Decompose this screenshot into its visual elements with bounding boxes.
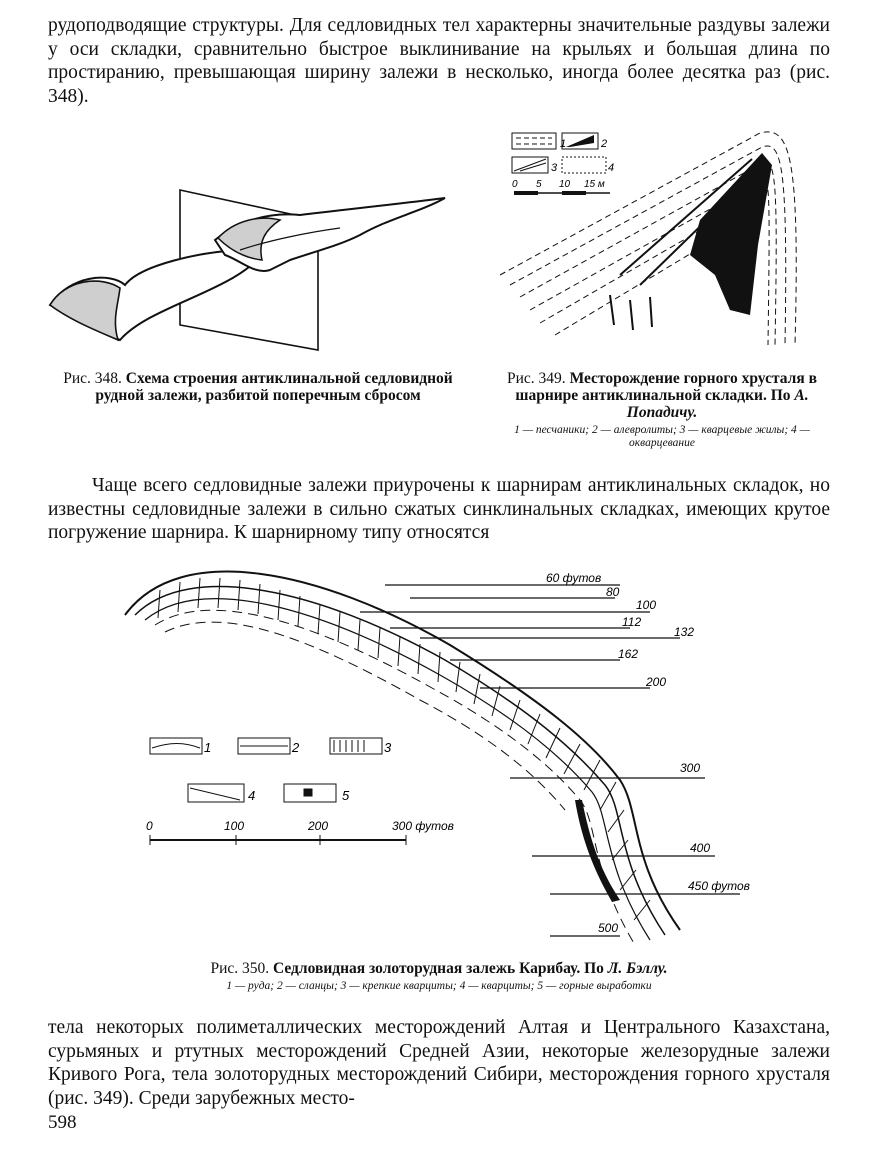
fig350-scale-100: 100 [224, 819, 245, 833]
figure-348 [40, 180, 480, 350]
paragraph-bottom: тела некоторых полиметаллических месторождений Алтая и Центрального Казахстана, сурьмяных и ртутных месторождений Средней Азии, некоторые железорудные залежи Кривого Рога, тела золоторудных месторождений Сибири, месторождения горного хрусталя (рис. 349). Среди зарубежных место- [48, 1017, 830, 1109]
fig349-legend-2: 2 [601, 138, 608, 150]
fig350-author: Л. Бэллу. [607, 960, 668, 977]
fig350-legend-1: 1 [204, 740, 212, 755]
fig350-scale-200: 200 [308, 819, 329, 833]
paragraph-top: рудоподводящие структуры. Для седловидных тел характерны значительные раздувы залежи у оси складки, сравнительно быстрое выклинивание на крыльях и большая длина по простиранию, превышающая ширину залежи в несколько, иногда более десятка раз (рис. 348). [48, 15, 830, 107]
page-number: 598 [48, 1112, 77, 1133]
depth-label-500: 500 [598, 921, 619, 935]
depth-label-60: 60 футов [546, 571, 602, 585]
figure-349 [500, 125, 830, 345]
depth-label-400: 400 [690, 841, 711, 855]
depth-label-162: 162 [618, 647, 639, 661]
fig350-legend-5: 5 [342, 788, 350, 803]
paragraph-middle: Чаще всего седловидные залежи приурочены к шарнирам антиклинальных складок, но известны седловидные залежи в сильно сжатых синклинальных складках, имеющих крутое погружение шарнира. К шарнирному типу относятся [48, 475, 830, 543]
fig348-caption-text: Схема строения антиклинальной седловидной рудной залежи, разбитой поперечным сбросом [95, 370, 453, 404]
fig350-depth-labels [546, 571, 750, 935]
depth-label-300: 300 [680, 761, 701, 775]
fig349-scale-10: 10 [559, 179, 571, 190]
fig349-legend-text: 1 — песчаники; 2 — алевролиты; 3 — кварцевые жилы; 4 — окварцевание [514, 424, 810, 449]
fig349-legend-3: 3 [551, 162, 558, 174]
fig350-legend-2: 2 [292, 740, 300, 755]
fig350-caption [48, 960, 830, 977]
fig350-legend-text: 1 — руда; 2 — сланцы; 3 — крепкие кварциты; 4 — кварциты; 5 — горные выработки [226, 980, 652, 992]
depth-label-80: 80 [606, 585, 620, 599]
depth-label-200: 200 [646, 675, 667, 689]
fig348-caption [44, 370, 472, 404]
depth-label-450: 450 футов [688, 879, 750, 893]
depth-label-132: 132 [674, 625, 695, 639]
depth-label-100: 100 [636, 598, 657, 612]
fig349-scale-15: 15 м [584, 179, 605, 190]
fig350-legend-3: 3 [384, 740, 392, 755]
fig349-caption-text: Месторождение горного хрусталя в шарнире антиклинальной складки. По [515, 370, 817, 404]
fig349-legend-1: 1 [560, 138, 567, 150]
fig349-scale-5: 5 [536, 179, 542, 190]
fig350-number: Рис. 350. [210, 960, 270, 977]
fig350-legend-4: 4 [248, 788, 256, 803]
fig349-legend [512, 133, 606, 173]
fig349-number: Рис. 349. [507, 370, 566, 387]
fig349-legend-4: 4 [608, 162, 615, 174]
fig349-scale-0: 0 [512, 179, 518, 190]
fig350-scale [150, 835, 406, 845]
fig350-scale-0: 0 [146, 819, 153, 833]
fig349-caption [494, 370, 830, 421]
depth-label-112: 112 [622, 615, 642, 629]
fig348-number: Рис. 348. [63, 370, 122, 387]
fig349-author: А. Попадичу. [626, 387, 809, 421]
fig350-caption-text: Седловидная золоторудная залежь Карибау. По [273, 960, 604, 977]
figure-350 [120, 560, 760, 950]
fig350-scale-300: 300 футов [392, 819, 454, 833]
